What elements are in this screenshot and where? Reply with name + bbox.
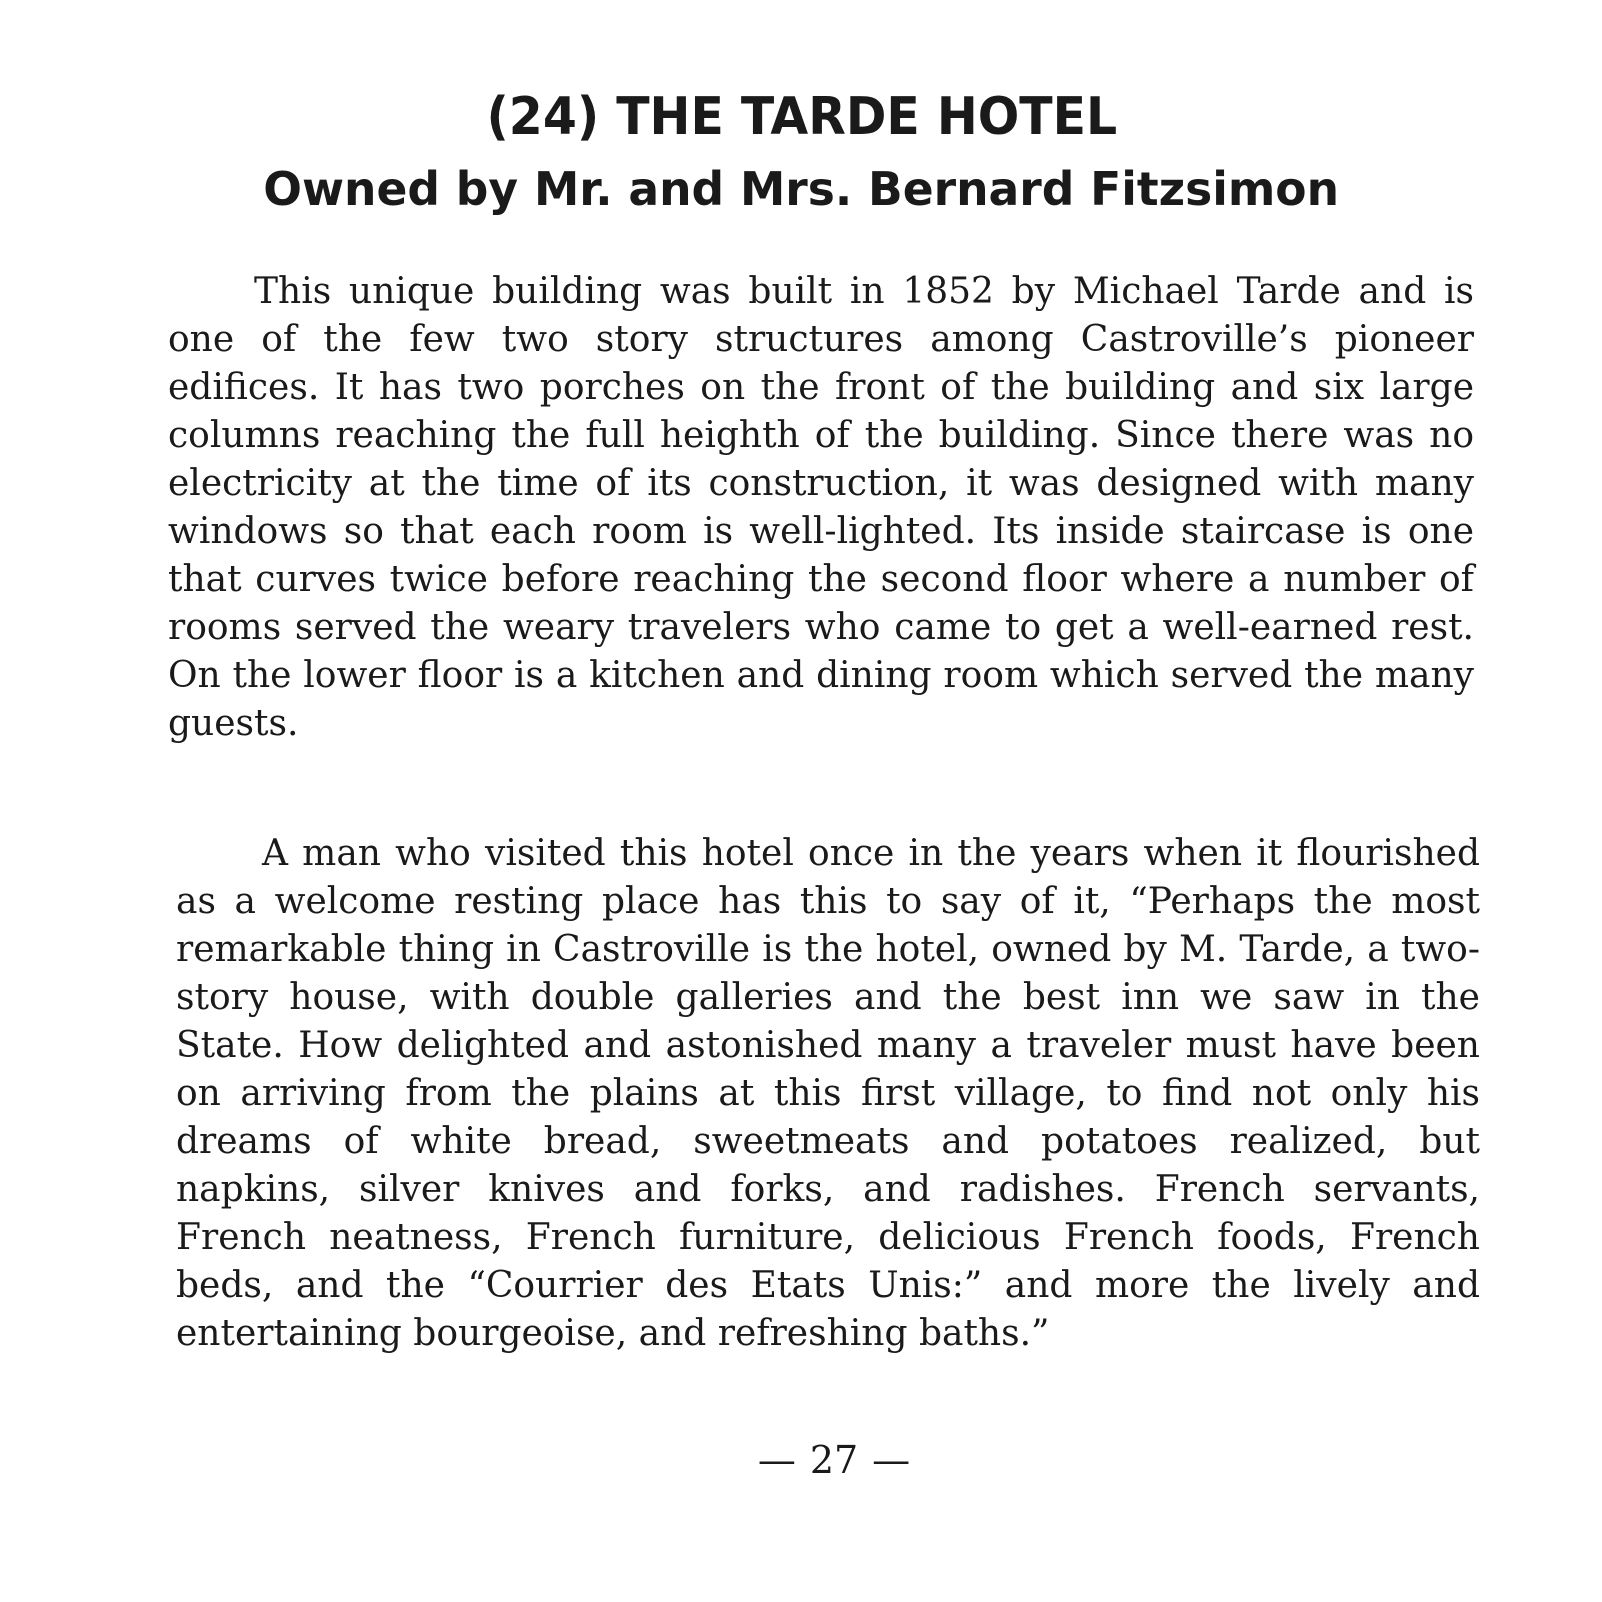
body-paragraph: A man who visited this hotel once in the years when it flourished as a welcome resting place has this to say of it, “Perhaps the most remarkable thing in Castroville is the hotel, owned by M. Tarde, a two-story house, with double galleries and the best inn we saw in the State. How delighted and astonished many a traveler must have been on arriving from the plains at this first village, to find not only his dreams of white bread, sweetmeats and potatoes realized, but napkins, silver knives and forks, and radishes. French servants, French neatness, French furniture, delicious French foods, French beds, and the “Courrier des Etats Unis:” and more the lively and entertaining bourgeoise, and refreshing baths.” [176,833,1480,1354]
body-paragraph: This unique building was built in 1852 by Michael Tarde and is one of the few two story structures among Castroville’s pioneer edifices. It has two porches on the front of the building and six large columns reaching the full heighth of the building. Since there was no electricity at the time of its construction, it was designed with many windows so that each room is well-lighted. Its inside staircase is one that curves twice before reaching the second floor where a number of rooms served the weary travelers who came to get a well-earned rest. On the lower floor is a kitchen and dining room which served the many guests. [168,271,1474,744]
page-number: 27 [809,1438,859,1482]
page-subtitle: Owned by Mr. and Mrs. Bernard Fitzsimon [263,162,1340,216]
page-number-dash-right: — [872,1438,911,1482]
page-title: (24) THE TARDE HOTEL [486,87,1118,147]
page-number-dash-left: — [757,1438,796,1482]
page-number-footer [33,1437,1602,1483]
